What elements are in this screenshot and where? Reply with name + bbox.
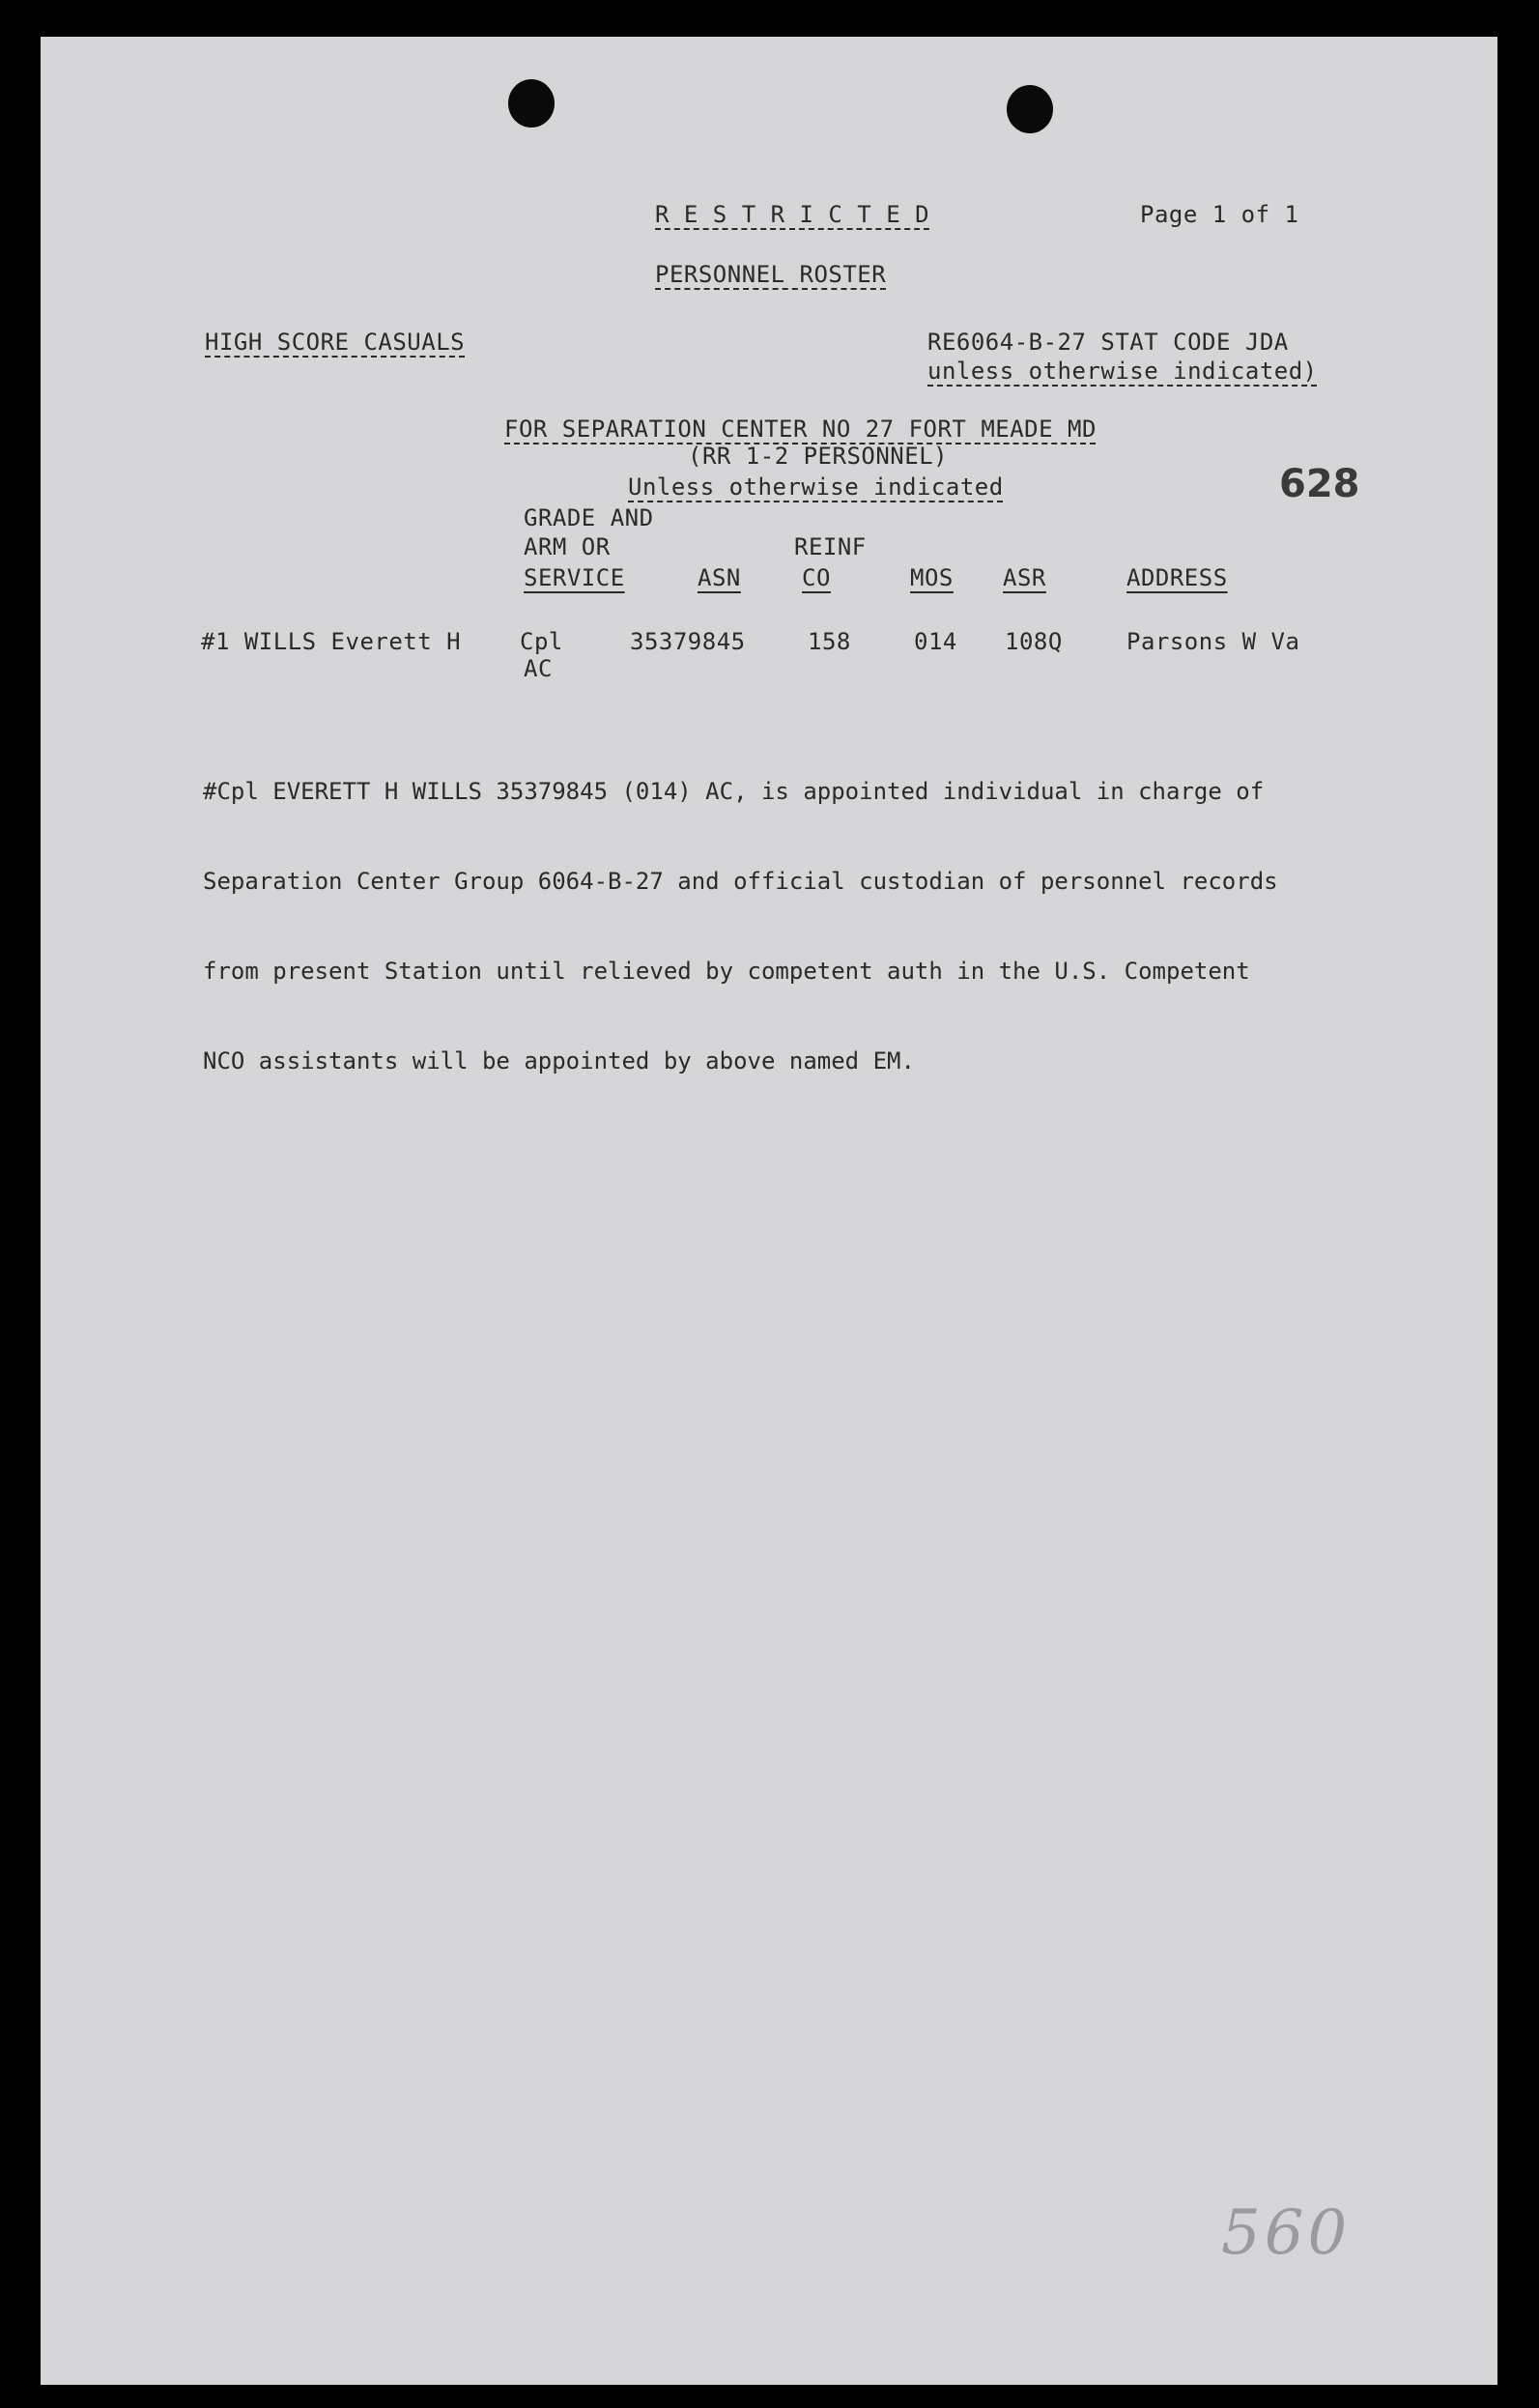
col-reinf-line2: CO xyxy=(802,564,831,591)
casual-group-label: HIGH SCORE CASUALS xyxy=(205,329,466,356)
entry-reinf-co: 158 xyxy=(808,628,851,655)
entry-address: Parsons W Va xyxy=(1126,628,1300,655)
col-grade-line2: ARM OR xyxy=(524,533,611,560)
punch-hole-right xyxy=(1007,85,1053,133)
entry-service: AC xyxy=(524,655,553,682)
destination-subline: (RR 1-2 PERSONNEL) xyxy=(688,443,949,470)
entry-asr: 108Q xyxy=(1005,628,1063,655)
col-address: ADDRESS xyxy=(1126,564,1228,591)
classification-heading: R E S T R I C T E D xyxy=(655,201,930,228)
entry-grade: Cpl xyxy=(520,628,563,655)
col-asn: ASN xyxy=(698,564,741,591)
col-reinf-line1: REINF xyxy=(794,533,867,560)
col-mos: MOS xyxy=(910,564,954,591)
appointment-paragraph xyxy=(203,717,1278,1136)
col-grade-line1: GRADE AND xyxy=(524,504,654,531)
page-indicator: Page 1 of 1 xyxy=(1140,201,1299,228)
paragraph-line: NCO assistants will be appointed by above named EM. xyxy=(203,1047,915,1075)
paragraph-line: from present Station until relieved by competent auth in the U.S. Competent xyxy=(203,958,1250,985)
reference-code: RE6064-B-27 STAT CODE JDA xyxy=(927,329,1289,356)
stamped-number: 628 xyxy=(1279,462,1360,506)
roster-title: PERSONNEL ROSTER xyxy=(655,261,887,288)
reference-qualifier: unless otherwise indicated) xyxy=(927,358,1318,385)
document-page xyxy=(41,37,1497,2385)
entry-asn: 35379845 xyxy=(630,628,746,655)
entry-mos: 014 xyxy=(914,628,957,655)
col-grade-line3: SERVICE xyxy=(524,564,625,591)
destination-qualifier: Unless otherwise indicated xyxy=(628,473,1004,501)
entry-name: #1 WILLS Everett H xyxy=(201,628,462,655)
punch-hole-left xyxy=(508,79,555,128)
paragraph-line: Separation Center Group 6064-B-27 and official custodian of personnel records xyxy=(203,868,1278,895)
paragraph-line: #Cpl EVERETT H WILLS 35379845 (014) AC, is appointed individual in charge of xyxy=(203,778,1265,805)
col-asr: ASR xyxy=(1003,564,1046,591)
pencil-annotation: 560 xyxy=(1221,2197,1352,2269)
destination-line: FOR SEPARATION CENTER NO 27 FORT MEADE MD xyxy=(504,416,1097,443)
